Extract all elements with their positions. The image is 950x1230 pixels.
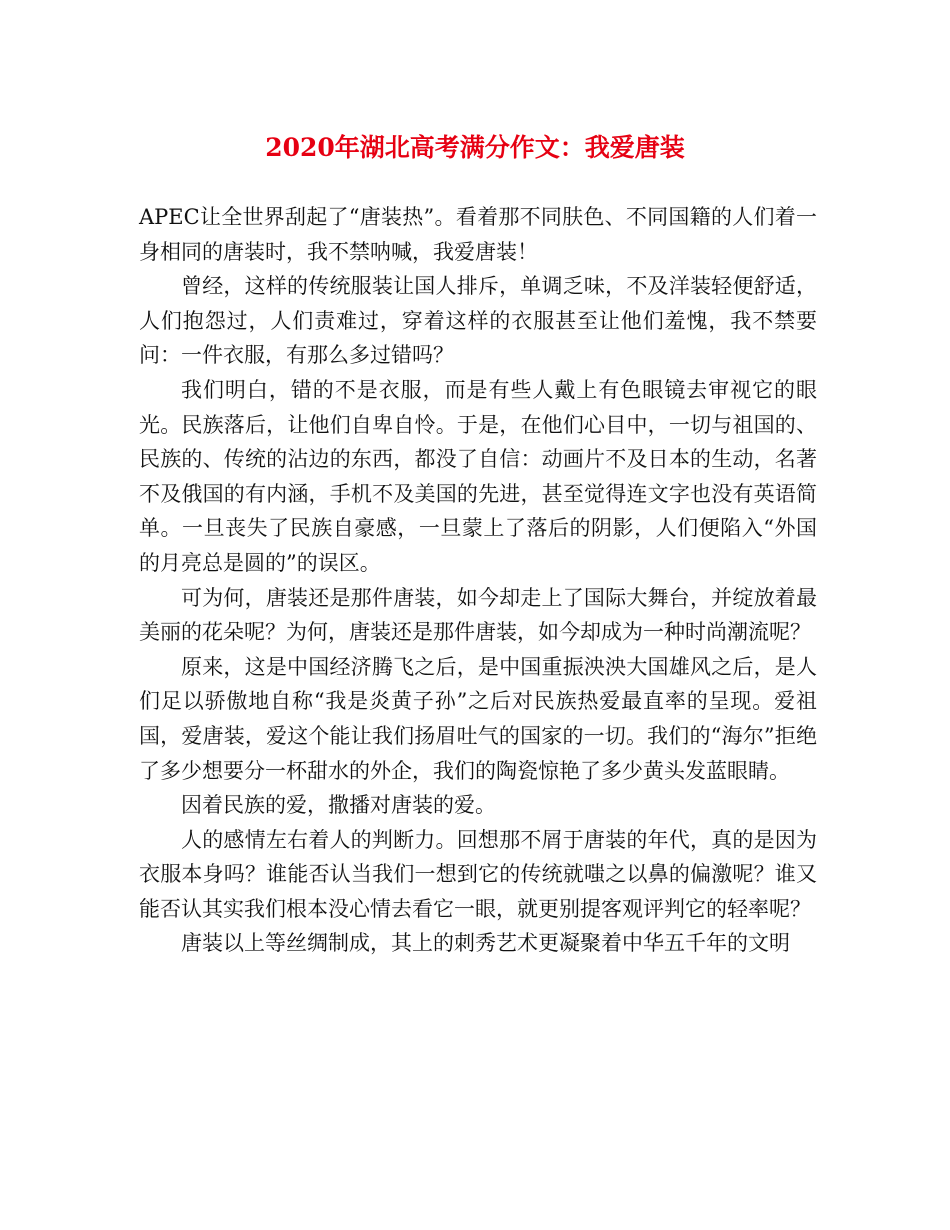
paragraph-8: 唐装以上等丝绸制成，其上的刺秀艺术更凝聚着中华五千年的文明 — [181, 931, 790, 956]
paragraph-2: 曾经，这样的传统服装让国人排斥，单调乏味，不及洋装轻便舒适，人们抱怨过，人们责难过，穿着这样的衣服甚至让他们羞愧，我不禁要问：一件衣服，有那么多过错吗？ — [139, 274, 817, 368]
paragraph-7: 人的感情左右着人的判断力。回想那不屑于唐装的年代，真的是因为衣服本身吗？谁能否认当我们一想到它的传统就嗤之以鼻的偏激呢？谁又能否认其实我们根本没心情去看它一眼，就更别提客观评判它的轻率呢？ — [139, 827, 817, 921]
paragraph-3: 我们明白，错的不是衣服，而是有些人戴上有色眼镜去审视它的眼光。民族落后，让他们自卑自怜。于是，在他们心目中，一切与祖国的、民族的、传统的沾边的东西，都没了自信：动画片不及日本的生动，名著不及俄国的有内涵，手机不及美国的先进，甚至觉得连文字也没有英语简单。一旦丧失了民族自豪感，一旦蒙上了落后的阴影，人们便陷入“外国的月亮总是圆的”的误区。 — [139, 377, 817, 575]
paragraph-6: 因着民族的爱，撒播对唐装的爱。 — [181, 793, 496, 818]
paragraph-1: APEC让全世界刮起了“唐装热”。看着那不同肤色、不同国籍的人们着一身相同的唐装时，我不禁呐喊，我爱唐装！ — [139, 205, 817, 264]
paragraph-5: 原来，这是中国经济腾飞之后，是中国重振泱泱大国雄风之后，是人们足以骄傲地自称“我是炎黄子孙”之后对民族热爱最直率的呈现。爱祖国，爱唐装，爱这个能让我们扬眉吐气的国家的一切。我们的“海尔”拒绝了多少想要分一杯甜水的外企，我们的陶瓷惊艳了多少黄头发蓝眼睛。 — [139, 654, 817, 783]
document-title: 2020年湖北高考满分作文：我爱唐装 — [265, 133, 685, 162]
paragraph-4: 可为何，唐装还是那件唐装，如今却走上了国际大舞台，并绽放着最美丽的花朵呢？为何，唐装还是那件唐装，如今却成为一种时尚潮流呢？ — [139, 585, 817, 645]
document-body — [139, 200, 817, 961]
